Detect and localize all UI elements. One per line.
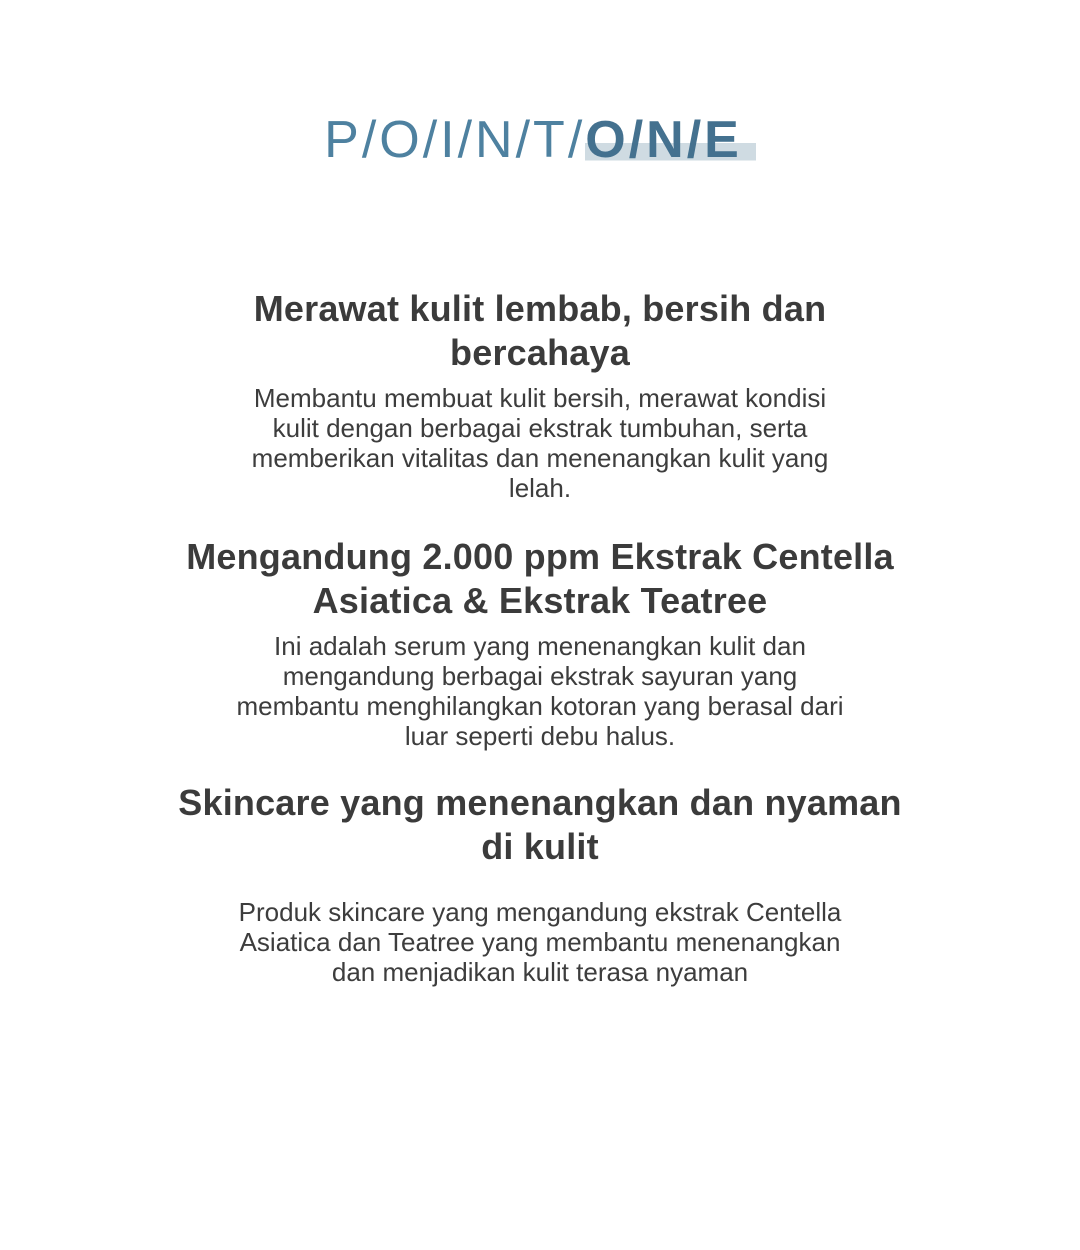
- body-line: luar seperti debu halus.: [404, 721, 676, 752]
- section-2-body: [0, 631, 1080, 751]
- section-benefit-2: [0, 535, 1080, 751]
- brand-logo-thin-text: P/O/I/N/T/: [324, 111, 586, 169]
- heading-line: bercahaya: [450, 332, 630, 374]
- section-3-body: [0, 897, 1080, 987]
- body-line: Ini adalah serum yang menenangkan kulit dan: [274, 631, 806, 662]
- body-line: mengandung berbagai ekstrak sayuran yang: [282, 661, 798, 692]
- section-1-body: [0, 383, 1080, 503]
- section-2-heading: [0, 535, 1080, 623]
- heading-line: Merawat kulit lembab, bersih dan: [253, 288, 827, 330]
- body-line: kulit dengan berbagai ekstrak tumbuhan, serta: [272, 413, 808, 444]
- heading-line: Asiatica & Ekstrak Teatree: [312, 580, 768, 622]
- section-benefit-1: [0, 287, 1080, 503]
- brand-logo: [0, 0, 1080, 169]
- body-line: memberikan vitalitas dan menenangkan kulit yang: [251, 443, 829, 474]
- section-1-heading: [0, 287, 1080, 375]
- body-line: Membantu membuat kulit bersih, merawat kondisi: [253, 383, 827, 414]
- heading-line: di kulit: [481, 826, 599, 868]
- section-benefit-3: [0, 781, 1080, 987]
- body-line: Produk skincare yang mengandung ekstrak Centella: [238, 897, 842, 928]
- body-line: Asiatica dan Teatree yang membantu menenangkan: [239, 927, 841, 958]
- body-line: dan menjadikan kulit terasa nyaman: [331, 957, 749, 988]
- body-line: membantu menghilangkan kotoran yang berasal dari: [236, 691, 844, 722]
- brand-logo-bold-text: O/N/E: [585, 111, 756, 169]
- heading-line: Skincare yang menenangkan dan nyaman: [178, 782, 902, 824]
- body-line: lelah.: [508, 473, 572, 504]
- heading-line: Mengandung 2.000 ppm Ekstrak Centella: [186, 536, 894, 578]
- section-3-heading: [0, 781, 1080, 869]
